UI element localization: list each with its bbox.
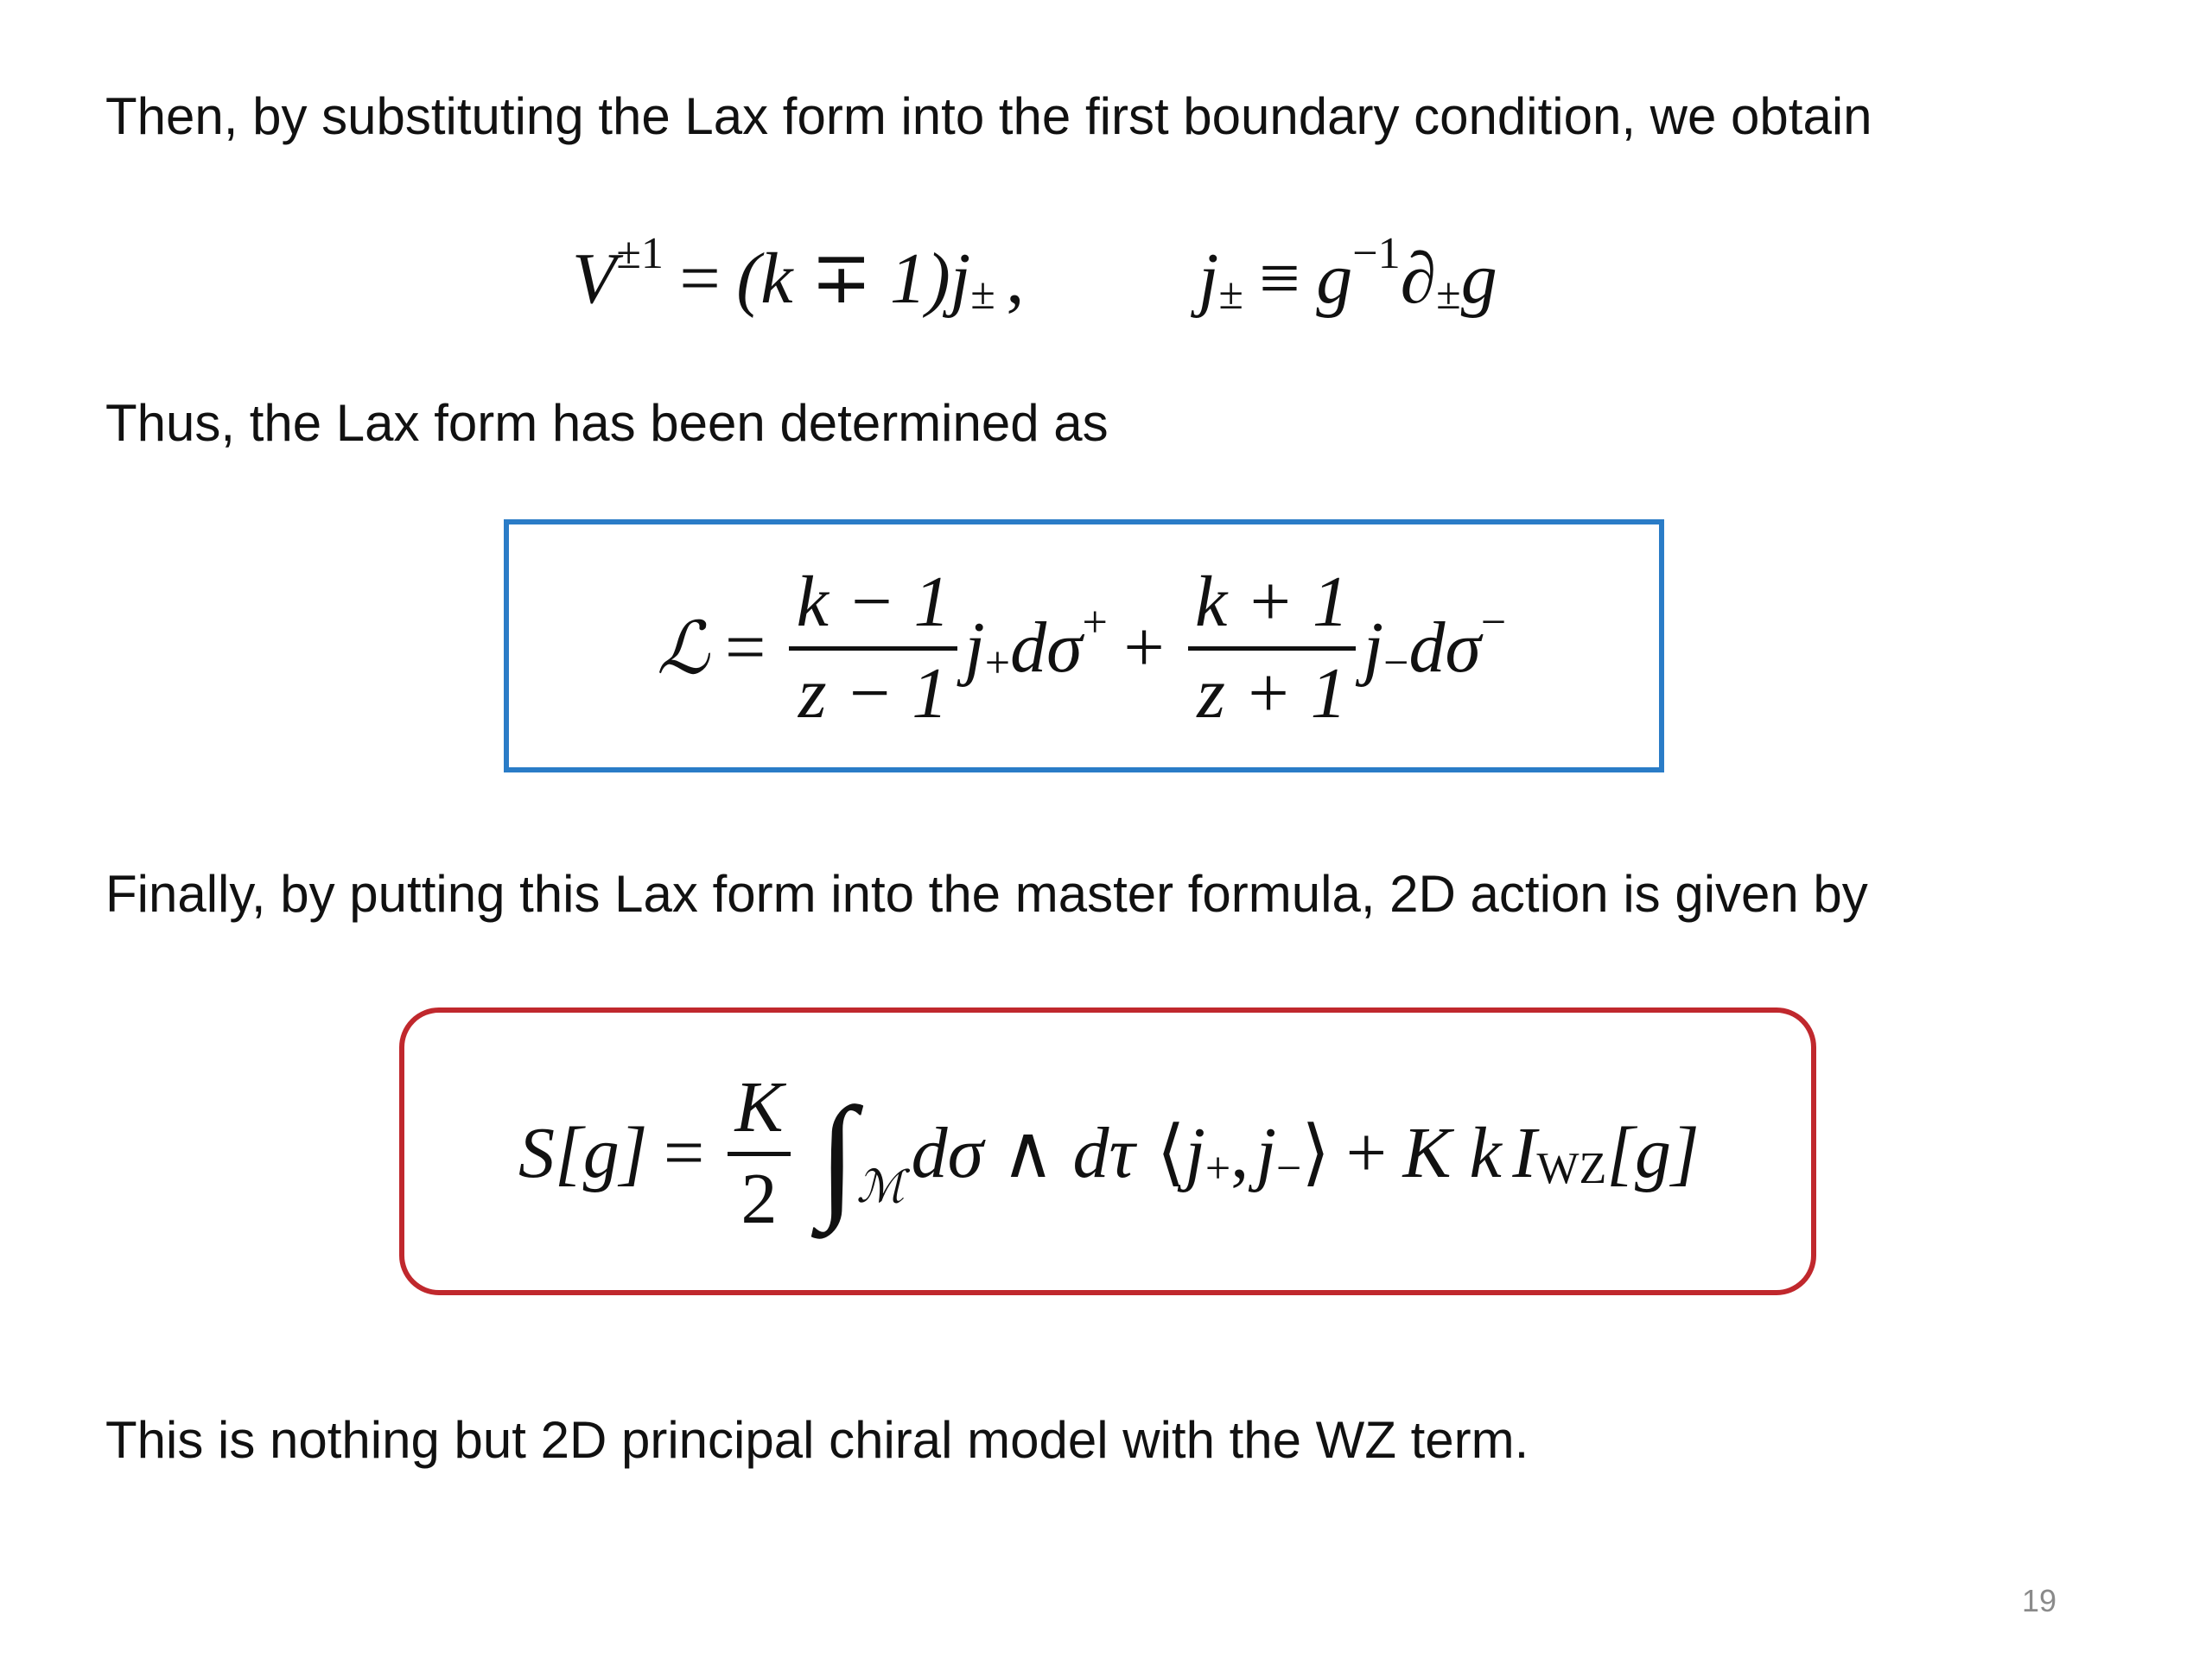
equals-sign: = <box>679 238 721 319</box>
bracket-j-minus: j <box>1255 1113 1277 1193</box>
v-symbol: V <box>572 238 617 319</box>
g-inverse-superscript: −1 <box>1352 229 1401 279</box>
wz-coefficient: K k <box>1402 1113 1502 1193</box>
j-plus-subscript: + <box>984 639 1011 689</box>
dsigma-plus-superscript: + <box>1082 598 1108 648</box>
j-plus: j <box>964 607 985 688</box>
bracket-j-plus-subscript: + <box>1205 1144 1231 1194</box>
fraction-2-denominator: z + 1 <box>1197 652 1347 734</box>
fraction-2-numerator: k + 1 <box>1194 562 1349 643</box>
bracket-open: ⟨ <box>1156 1113 1185 1193</box>
g-inverse: g <box>1316 238 1353 319</box>
dsigma-minus: dσ <box>1408 607 1481 688</box>
equiv-sign: ≡ <box>1259 238 1300 319</box>
lax-symbol: ℒ <box>657 606 709 690</box>
action-lhs: S[g] <box>518 1113 648 1193</box>
boundary-rhs-subscript: ± <box>970 270 995 320</box>
intro-paragraph: Then, by substituting the Lax form into the first boundary condition, we obtain <box>105 87 1872 145</box>
current-subscript: ± <box>1218 270 1243 320</box>
thus-paragraph: Thus, the Lax form has been determined as <box>105 394 1109 452</box>
fraction-1-denominator: z − 1 <box>798 652 949 734</box>
bracket-separator: , <box>1230 1113 1249 1193</box>
bracket-j-plus: j <box>1185 1113 1205 1193</box>
lax-equals: = <box>724 607 766 688</box>
dsigma-plus: dσ <box>1010 607 1083 688</box>
boundary-condition-equation <box>572 229 1497 327</box>
action-equals: = <box>663 1113 705 1193</box>
lax-fraction-2 <box>1188 562 1357 734</box>
dsigma-minus-superscript: − <box>1480 598 1507 648</box>
action-fraction-numerator: K <box>734 1067 784 1148</box>
page-number: 19 <box>2022 1583 2057 1618</box>
partial-symbol: ∂ <box>1400 238 1437 319</box>
lax-plus: + <box>1123 607 1165 688</box>
g-symbol: g <box>1460 238 1497 319</box>
action-plus: + <box>1345 1113 1388 1193</box>
action-fraction-denominator: 2 <box>741 1158 778 1239</box>
boundary-rhs: (k ∓ 1)j <box>736 238 971 319</box>
wz-argument: [g] <box>1606 1113 1700 1193</box>
j-minus-subscript: − <box>1383 639 1409 689</box>
bracket-j-minus-subscript: − <box>1276 1144 1302 1194</box>
bracket-close: ⟩ <box>1301 1113 1331 1193</box>
fraction-1-bar <box>789 646 957 651</box>
action-fraction-bar <box>728 1152 791 1156</box>
action-equation <box>518 1058 1700 1249</box>
lax-fraction-1 <box>789 562 957 734</box>
wz-subscript: WZ <box>1536 1144 1607 1194</box>
finally-paragraph: Finally, by putting this Lax form into the master formula, 2D action is given by <box>105 865 1868 923</box>
current-symbol: j <box>1198 238 1219 319</box>
v-superscript: ±1 <box>616 229 664 279</box>
fraction-1-numerator: k − 1 <box>796 562 950 643</box>
fraction-2-bar <box>1188 646 1357 651</box>
conclusion-paragraph: This is nothing but 2D principal chiral model with the WZ term. <box>105 1411 1529 1469</box>
boundary-comma: , <box>1006 238 1025 319</box>
j-minus: j <box>1363 607 1384 688</box>
measure: dσ ∧ dτ <box>911 1113 1135 1193</box>
integral-sign: ∫ <box>818 1079 856 1233</box>
lax-form-equation <box>657 562 1507 734</box>
action-fraction <box>728 1067 791 1239</box>
integral-domain: ℳ <box>856 1161 905 1213</box>
partial-subscript: ± <box>1436 270 1461 320</box>
wz-functional: I <box>1512 1113 1537 1193</box>
